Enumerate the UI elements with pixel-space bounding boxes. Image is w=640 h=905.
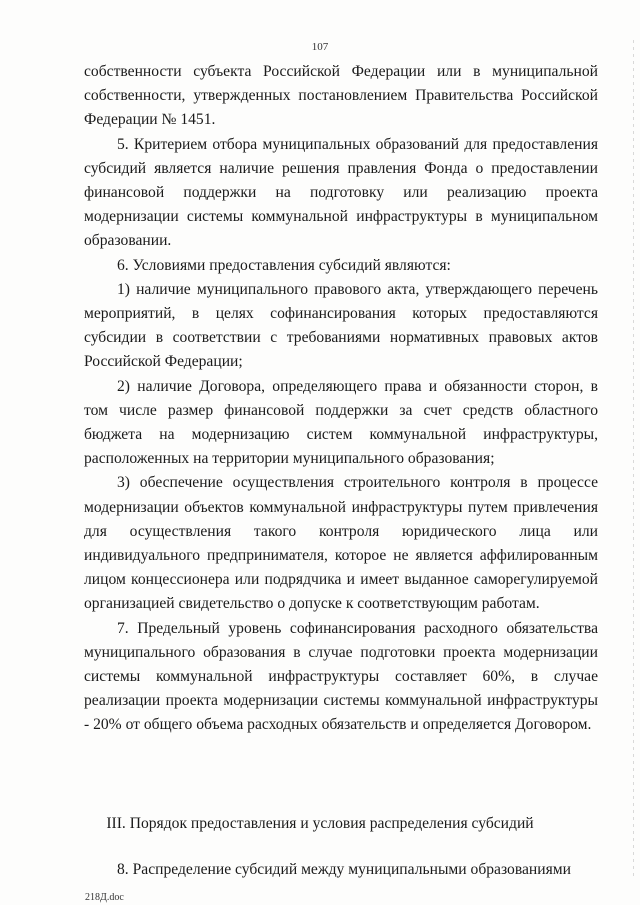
paragraph-7: 7. Предельный уровень софинансирования расходного обязательства муниципального образования в случае подготовки проекта модернизации системы коммунальной инфраструктуры составляет 60%, в случае реализации проекта модернизации системы коммунальной инфраструктуры - 20% от общего объема расходных обязательств и определяется Договором.: [84, 619, 598, 734]
paragraph-6-item-1: 1) наличие муниципального правового акта, утверждающего перечень мероприятий, в целях софинансирования которых предоставляются субсидии в соответствии с требованиями нормативных правовых актов Российской Федерации;: [84, 280, 598, 371]
paragraph-5: 5. Критерием отбора муниципальных образований для предоставления субсидий является наличие решения правления Фонда о предоставлении финансовой поддержки на подготовку или реализацию проекта модернизации системы коммунальной инфраструктуры в муниципальном образовании.: [84, 135, 598, 250]
paragraph-6-item-3: 3) обеспечение осуществления строительного контроля в процессе модернизации объектов коммунальной инфраструктуры путем привлечения для осуществления такого контроля юридического лица или индивидуального предпринимателя, которое не является аффилированным лицом концессионера или подрядчика и имеет выданное саморегулируемой организацией свидетельство о допуске к соответствующим работам.: [84, 474, 598, 613]
paragraph-continuation: собственности субъекта Российской Федерации или в муниципальной собственности, утвержденных постановлением Правительства Российской Федерации № 1451.: [84, 63, 598, 129]
scan-edge-artifact: [633, 40, 634, 880]
paragraph-6: 6. Условиями предоставления субсидий являются:: [117, 256, 451, 274]
document-body: [84, 60, 598, 738]
footer-filename: 218Д.doc: [85, 892, 124, 903]
paragraph-8: 8. Распределение субсидий между муниципальными образованиями: [117, 861, 572, 878]
section-heading: III. Порядок предоставления и условия распределения субсидий: [106, 815, 534, 832]
page-number: 107: [311, 41, 329, 53]
paragraph-6-item-2: 2) наличие Договора, определяющего права и обязанности сторон, в том числе размер финансовой поддержки за счет средств областного бюджета на модернизацию систем коммунальной инфраструктуры, расположенных на территории муниципального образования;: [84, 377, 598, 468]
